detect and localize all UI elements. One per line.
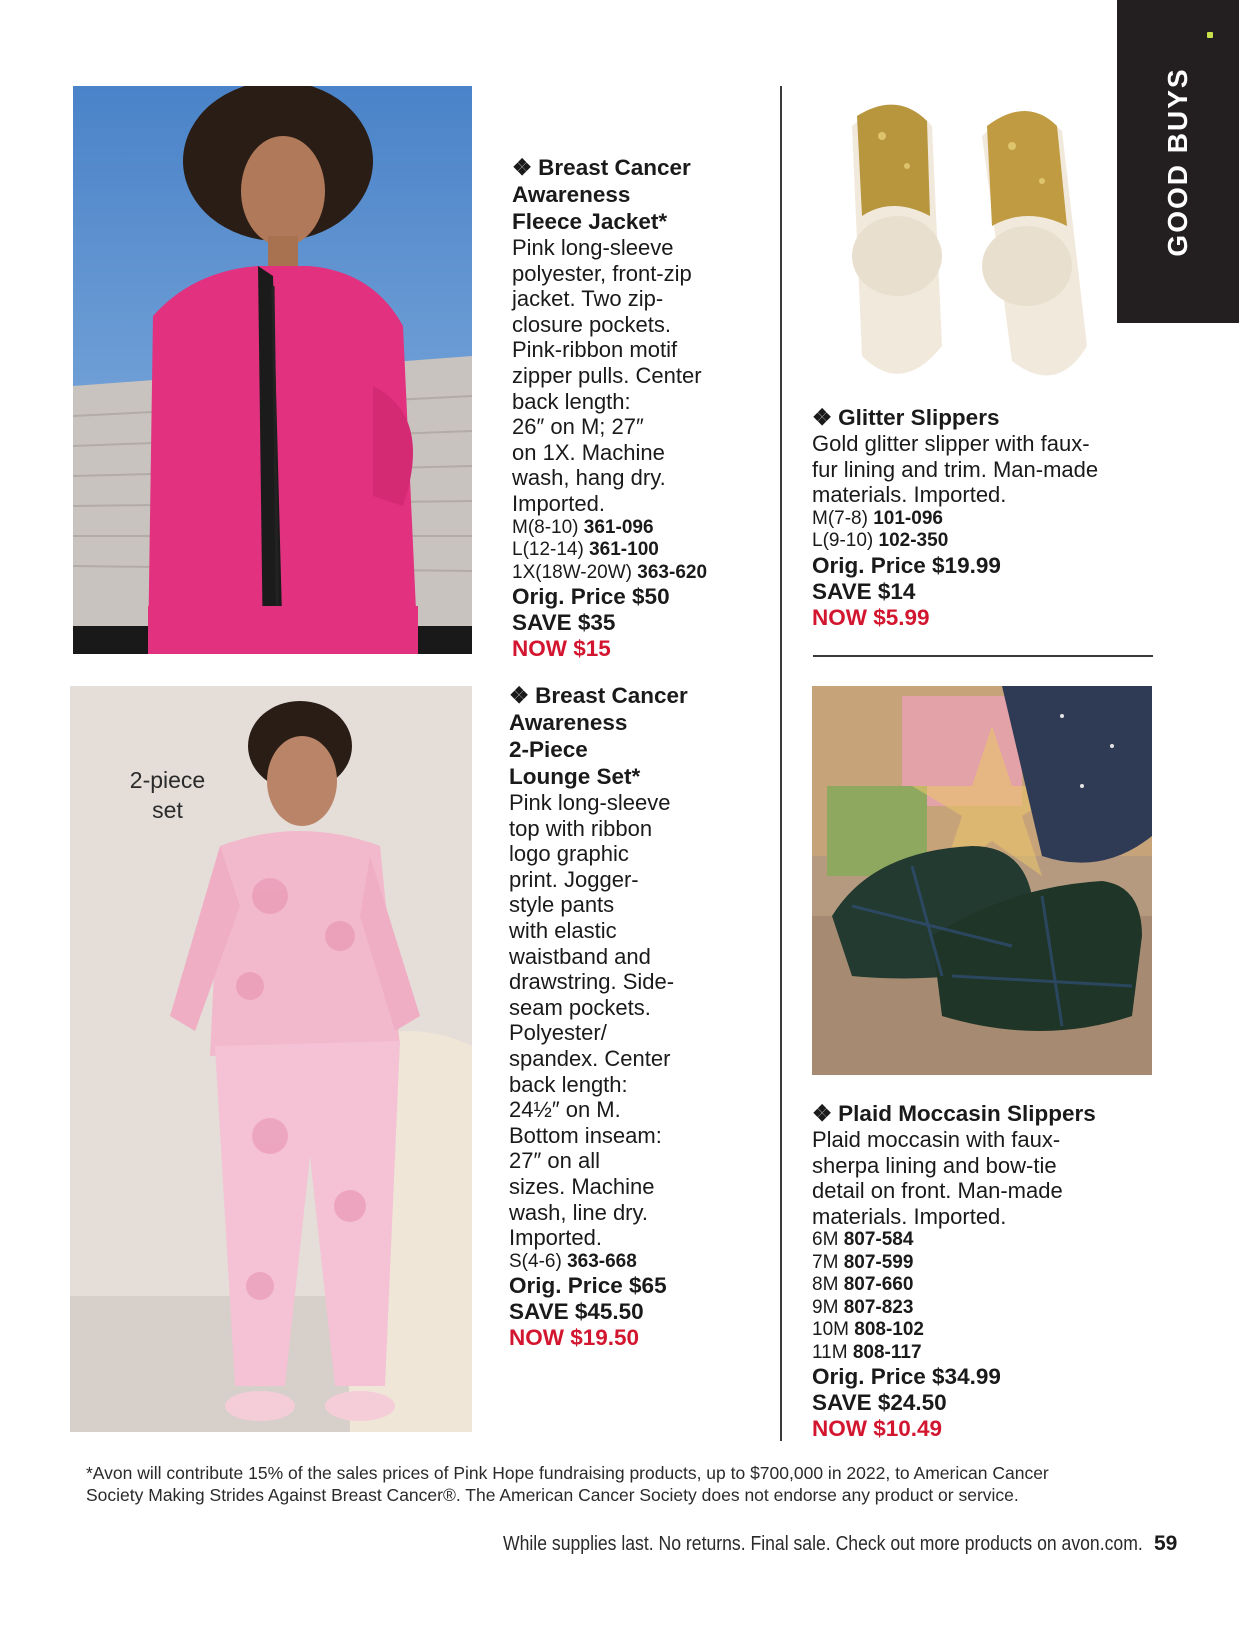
product-title-line: 2-Piece xyxy=(509,737,588,762)
desc-line: 26″ on M; 27″ xyxy=(512,414,644,440)
sku-code: 807-599 xyxy=(843,1251,914,1273)
product-description xyxy=(812,1127,1152,1229)
desc-line: logo graphic xyxy=(509,841,629,867)
sku-size: M(7-8) xyxy=(812,507,868,529)
product-fleece-jacket xyxy=(512,154,772,662)
footnote-line: Society Making Strides Against Breast Cancer®. The American Cancer Society does not endorse any product or service. xyxy=(86,1485,1019,1505)
title-text: Breast Cancer xyxy=(538,155,691,180)
diamond-bullet-icon: ❖ xyxy=(509,683,530,708)
sku-row xyxy=(812,508,1152,531)
photo-caption-line: 2-piece xyxy=(129,767,206,793)
save-amount: SAVE $35 xyxy=(512,610,616,636)
desc-line: Imported. xyxy=(512,490,605,516)
desc-line: seam pockets. xyxy=(509,994,651,1020)
sku-row xyxy=(812,1252,1152,1275)
desc-line: materials. Imported. xyxy=(812,482,1007,508)
desc-line: materials. Imported. xyxy=(812,1203,1007,1229)
sku-code: 808-102 xyxy=(854,1319,924,1341)
desc-line: sherpa lining and bow-tie xyxy=(812,1152,1057,1178)
fleece-jacket-photo xyxy=(73,86,472,654)
sku-size: 8M xyxy=(812,1274,839,1296)
product-description xyxy=(512,235,772,517)
tab-dot-decoration xyxy=(1207,32,1213,38)
now-price: NOW $10.49 xyxy=(812,1416,943,1442)
photo-caption-line: set xyxy=(152,797,183,823)
product-title-line xyxy=(812,404,1152,431)
sku-row xyxy=(812,530,1152,553)
title-text: Glitter Slippers xyxy=(838,405,1000,430)
desc-line: polyester, front-zip xyxy=(512,260,692,286)
desc-line: top with ribbon xyxy=(509,815,653,841)
sku-row xyxy=(509,1251,774,1274)
sku-code: 808-117 xyxy=(852,1341,922,1363)
moccasin-slippers-photo xyxy=(812,686,1152,1075)
sku-code: 361-100 xyxy=(589,539,659,561)
now-price: NOW $5.99 xyxy=(812,604,930,630)
diamond-bullet-icon: ❖ xyxy=(812,1101,833,1126)
sku-code: 807-823 xyxy=(843,1296,914,1318)
page-number: 59 xyxy=(1154,1532,1178,1555)
title-text: Breast Cancer xyxy=(535,683,688,708)
glitter-slippers-photo xyxy=(812,86,1112,396)
sku-size: L(12-14) xyxy=(512,539,584,561)
desc-line: Plaid moccasin with faux- xyxy=(812,1127,1061,1152)
product-title-line: Awareness xyxy=(509,710,628,735)
orig-price: Orig. Price $50 xyxy=(512,584,670,610)
sku-row xyxy=(512,562,772,585)
sku-row xyxy=(812,1342,1152,1365)
sku-size: 6M xyxy=(812,1229,839,1251)
desc-line: Gold glitter slipper with faux- xyxy=(812,431,1090,456)
sku-code: 361-096 xyxy=(583,516,654,538)
save-amount: SAVE $14 xyxy=(812,578,916,604)
desc-line: zipper pulls. Center xyxy=(512,362,702,388)
sku-row xyxy=(812,1274,1152,1297)
footer-disclaimer: While supplies last. No returns. Final sale. Check out more products on avon.com. xyxy=(503,1533,1143,1555)
desc-line: 27″ on all xyxy=(509,1148,600,1174)
title-text: Plaid Moccasin Slippers xyxy=(838,1101,1096,1126)
sku-row xyxy=(812,1319,1152,1342)
product-description xyxy=(812,431,1152,508)
diamond-bullet-icon: ❖ xyxy=(812,405,833,430)
desc-line: with elastic xyxy=(509,917,617,943)
desc-line: print. Jogger- xyxy=(509,866,639,892)
product-title-line xyxy=(509,682,774,709)
sku-size: S(4-6) xyxy=(509,1250,562,1272)
desc-line: back length: xyxy=(512,388,631,414)
save-amount: SAVE $45.50 xyxy=(509,1299,644,1325)
desc-line: jacket. Two zip- xyxy=(512,286,664,312)
desc-line: style pants xyxy=(509,892,615,918)
now-price: NOW $15 xyxy=(512,636,611,662)
sku-code: 363-620 xyxy=(637,561,708,583)
sku-row xyxy=(512,517,772,540)
product-moccasin-slippers xyxy=(812,1100,1152,1442)
orig-price: Orig. Price $65 xyxy=(509,1273,667,1299)
product-title xyxy=(812,1100,1152,1127)
product-title-line: Awareness xyxy=(512,182,631,207)
sku-size: M(8-10) xyxy=(512,516,579,538)
desc-line: 24½″ on M. xyxy=(509,1097,621,1123)
sku-code: 807-584 xyxy=(843,1229,914,1251)
footnote-line: *Avon will contribute 15% of the sales prices of Pink Hope fundraising products, up to $700,000 in 2022, to American Cancer xyxy=(86,1463,1049,1483)
photo-caption xyxy=(125,765,210,825)
desc-line: Polyester/ xyxy=(509,1020,607,1046)
product-title xyxy=(812,404,1152,431)
sku-row xyxy=(812,1297,1152,1320)
product-title-line xyxy=(812,1100,1152,1127)
desc-line: wash, hang dry. xyxy=(512,465,666,491)
section-divider xyxy=(813,655,1153,657)
section-tab-label: GOOD BUYS xyxy=(1162,66,1193,257)
diamond-bullet-icon: ❖ xyxy=(512,155,533,180)
sku-code: 807-660 xyxy=(843,1274,914,1296)
sku-size: 11M xyxy=(812,1341,848,1363)
desc-line: on 1X. Machine xyxy=(512,439,665,465)
sku-size: 7M xyxy=(812,1251,839,1273)
sku-size: 1X(18W-20W) xyxy=(512,561,633,583)
desc-line: back length: xyxy=(509,1071,628,1097)
desc-line: drawstring. Side- xyxy=(509,969,675,995)
product-title-line: Lounge Set* xyxy=(509,764,641,789)
desc-line: Bottom inseam: xyxy=(509,1122,662,1148)
desc-line: Pink-ribbon motif xyxy=(512,337,678,363)
desc-line: closure pockets. xyxy=(512,311,671,337)
sku-code: 363-668 xyxy=(567,1250,637,1272)
product-lounge-set xyxy=(509,682,774,1351)
footnote xyxy=(86,1462,1176,1506)
desc-line: detail on front. Man-made xyxy=(812,1178,1063,1204)
sku-size: L(9-10) xyxy=(812,530,874,552)
desc-line: Pink long-sleeve xyxy=(509,790,671,815)
desc-line: sizes. Machine xyxy=(509,1173,655,1199)
desc-line: fur lining and trim. Man-made xyxy=(812,456,1099,482)
desc-line: waistband and xyxy=(509,943,651,969)
product-title xyxy=(509,682,774,790)
desc-line: Pink long-sleeve xyxy=(512,235,674,260)
sku-size: 10M xyxy=(812,1319,849,1341)
column-divider xyxy=(780,86,782,1441)
product-glitter-slippers xyxy=(812,404,1152,631)
now-price: NOW $19.50 xyxy=(509,1325,640,1351)
orig-price: Orig. Price $34.99 xyxy=(812,1364,1001,1390)
sku-row xyxy=(812,1229,1152,1252)
desc-line: Imported. xyxy=(509,1225,602,1251)
product-description xyxy=(509,790,774,1251)
product-title-line: Fleece Jacket* xyxy=(512,209,668,234)
save-amount: SAVE $24.50 xyxy=(812,1390,947,1416)
sku-row xyxy=(512,539,772,562)
desc-line: spandex. Center xyxy=(509,1045,671,1071)
orig-price: Orig. Price $19.99 xyxy=(812,552,1001,578)
sku-size: 9M xyxy=(812,1296,839,1318)
section-tab xyxy=(1117,0,1239,323)
sku-code: 102-350 xyxy=(878,530,949,552)
desc-line: wash, line dry. xyxy=(509,1199,648,1225)
product-title xyxy=(512,154,772,235)
product-title-line xyxy=(512,154,772,181)
sku-code: 101-096 xyxy=(873,507,943,529)
